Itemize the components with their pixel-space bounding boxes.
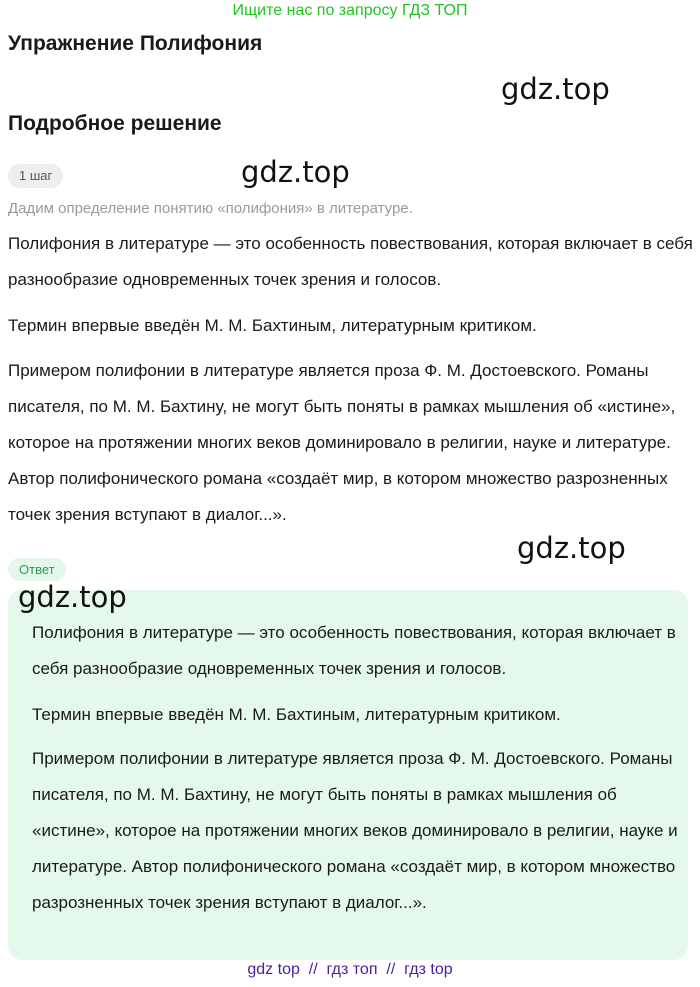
solution-title: Подробное решение [8,112,222,135]
footer-links[interactable]: gdz top // гдз топ // гдз top [247,961,453,978]
solution-paragraph: Полифония в литературе — это особенность повествования, которая включает в себя разнообразие одновременных точек зрения и голосов. [8,234,693,289]
answer-paragraph: Примером полифонии в литературе является проза Ф. М. Достоевского. Романы писателя, по М. М. Бахтину, не могут быть поняты в рамках мышления об «истине», которое на протяжении многих веков доминировало в религии, науке и литературе. Автор полифонического романа «создаёт мир, в котором множество разрозненных точек зрения вступают в диалог...». [32,749,678,912]
watermark: gdz.top [241,155,350,189]
top-banner: Ищите нас по запросу ГДЗ ТОП [232,2,468,19]
solution-paragraph: Термин впервые введён М. М. Бахтиным, литературным критиком. [8,316,537,335]
solution-paragraph: Примером полифонии в литературе является проза Ф. М. Достоевского. Романы писателя, по М. М. Бахтину, не могут быть поняты в рамках мышления об «истине», которое на протяжении многих веков доминировало в религии, науке и литературе. Автор полифонического романа «создаёт мир, в котором множество разрозненных точек зрения вступают в диалог...». [8,361,676,524]
exercise-title: Упражнение Полифония [8,32,263,55]
answer-paragraph: Полифония в литературе — это особенность повествования, которая включает в себя разнообразие одновременных точек зрения и голосов. [32,623,676,678]
watermark: gdz.top [501,72,610,106]
answer-badge: Ответ [8,558,66,581]
watermark: gdz.top [517,531,626,565]
step-description: Дадим определение понятию «полифония» в литературе. [8,200,413,217]
watermark: gdz.top [18,580,127,614]
step-badge: 1 шаг [8,164,63,188]
answer-paragraph: Термин впервые введён М. М. Бахтиным, литературным критиком. [32,705,561,724]
